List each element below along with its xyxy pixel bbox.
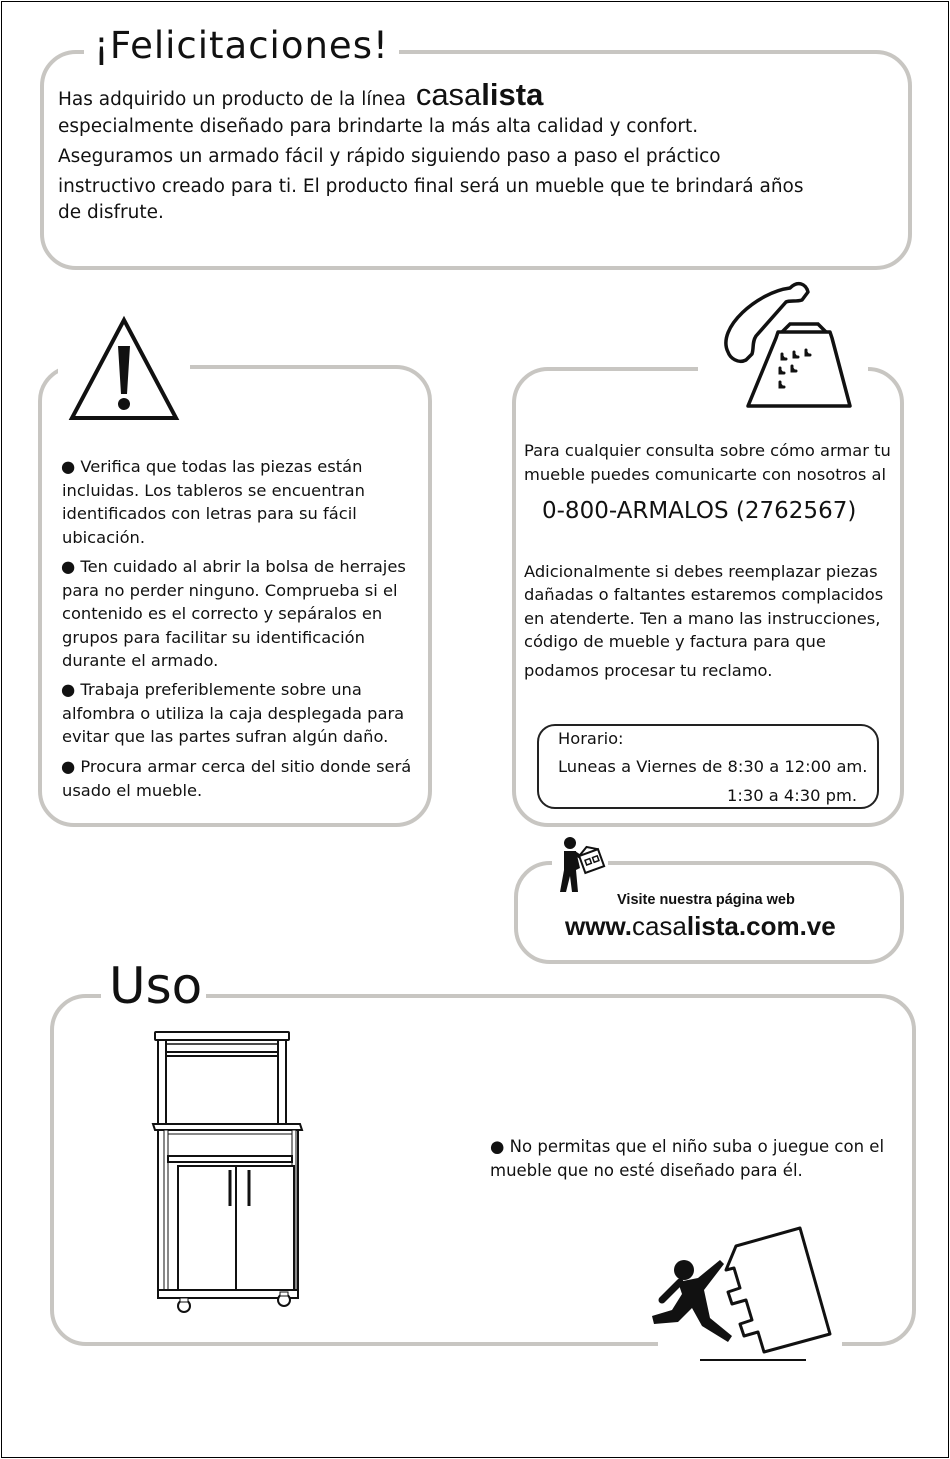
warning-item-2-line-5: durante el armado. [62,651,219,671]
bullet-icon: ● [61,680,81,699]
contact-detail-4: código de mueble y factura para que [524,632,826,651]
contact-intro-1: Para cualquier consulta sobre cómo armar tu [524,441,891,460]
warning-item-2-line-3: contenido es el correcto y sepáralos en [62,604,383,624]
intro-line-2: especialmente diseñado para brindarte la más alta calidad y confort. [58,116,699,137]
child-falling-furniture-icon [640,1224,840,1364]
warning-item-4-line-1: ● Procura armar cerca del sitio donde será [61,757,412,776]
bullet-icon: ● [61,557,81,576]
warning-item-2-line-1: ● Ten cuidado al abrir la bolsa de herrajes [61,557,406,576]
warning-item-1-line-3: identificados con letras para su fácil [62,504,357,524]
contact-intro-2: mueble puedes comunicarte con nosotros al [524,465,887,484]
intro-line-1: Has adquirido un producto de la línea casalista [58,77,544,112]
kitchen-cabinet-illustration [150,1030,310,1316]
bullet-icon: ● [61,757,81,776]
telephone-icon [698,278,868,412]
hours-line-2: 1:30 a 4:30 pm. [727,786,857,805]
intro-line-4: instructivo creado para ti. El producto final será un mueble que te brindará años [58,176,804,197]
uso-heading: Uso [101,955,206,1017]
warning-item-1-line-4: ubicación. [62,527,146,547]
bullet-icon: ● [61,457,81,476]
intro-line-5: de disfrute. [58,202,164,223]
warning-item-1-line-1: ● Verifica que todas las piezas están [61,457,363,476]
phone-number[interactable]: 0-800-ARMALOS (2762567) [542,498,857,524]
warning-item-3-line-3: evitar que las partes sufran algún daño. [62,727,389,747]
warning-item-2-line-4: grupos para facilitar su identificación [62,627,365,647]
website-url-link[interactable]: www.casalista.com.ve [565,911,836,941]
contact-detail-3: en atenderte. Ten a mano las instrucciones, [524,609,881,628]
warning-triangle-icon [58,312,190,430]
hours-line-1: Luneas a Viernes de 8:30 a 12:00 am. [558,757,868,776]
hours-label: Horario: [558,729,624,748]
warning-item-3-line-1: ● Trabaja preferiblemente sobre una [61,680,362,699]
contact-detail-1: Adicionalmente si debes reemplazar piezas [524,562,878,581]
intro-line-3: Aseguramos un armado fácil y rápido siguiendo paso a paso el práctico [58,146,721,167]
warning-item-3-line-2: alfombra o utiliza la caja desplegada para [62,703,405,723]
warning-item-1-line-2: incluidas. Los tableros se encuentran [62,480,365,500]
warning-item-2-line-2: para no perder ninguno. Comprueba si el [62,580,398,600]
warning-item-4-line-2: usado el mueble. [62,780,203,800]
intro-heading: ¡Felicitaciones! [84,22,399,70]
website-caption: Visite nuestra página web [617,892,795,908]
contact-detail-5: podamos procesar tu reclamo. [524,661,773,680]
uso-warning-line-1: ● No permitas que el niño suba o juegue con el [490,1137,885,1156]
uso-warning-line-2: mueble que no esté diseñado para él. [490,1161,803,1180]
brand-logo: casalista [415,77,544,112]
person-carrying-box-icon [550,832,610,902]
contact-detail-2: dañadas o faltantes estaremos complacidos [524,585,884,604]
